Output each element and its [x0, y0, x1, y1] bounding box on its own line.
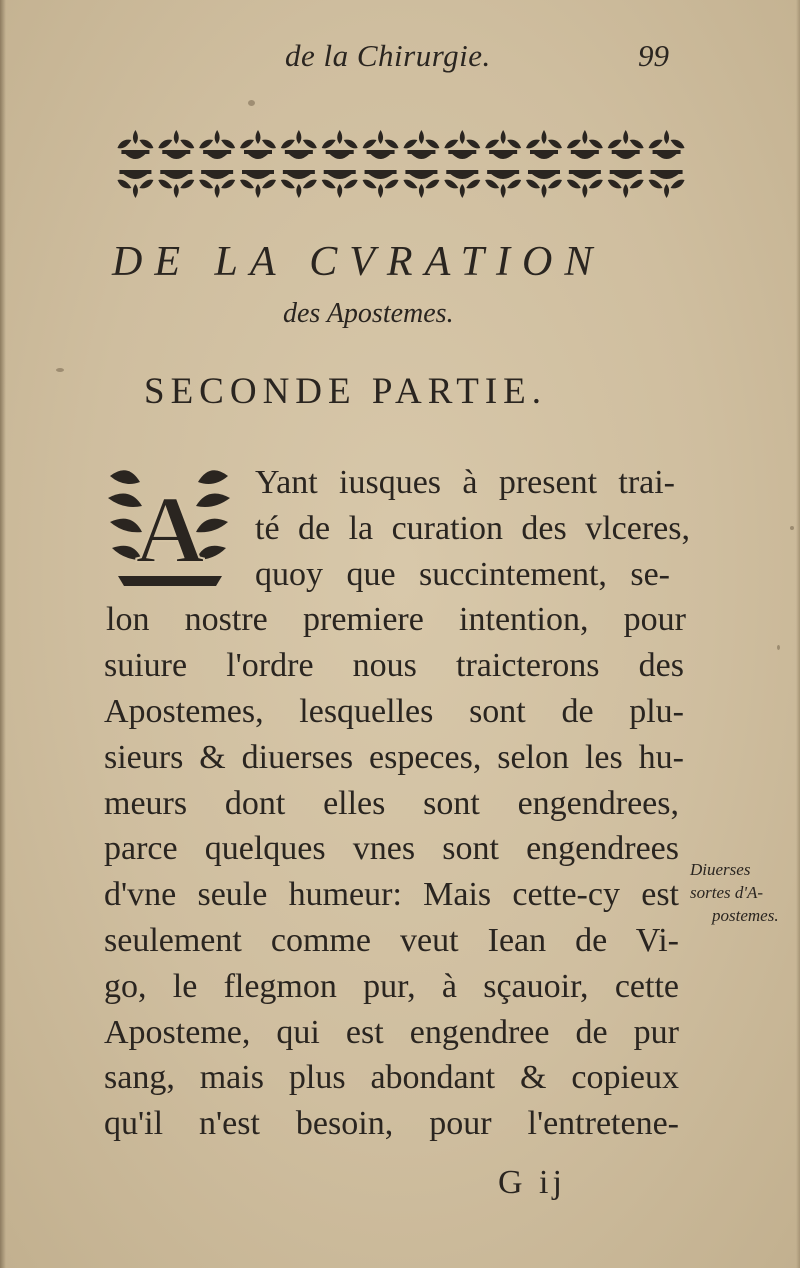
fleuron-icon: [485, 130, 521, 198]
drop-cap-letter: A: [135, 476, 205, 583]
margin-note-line: postemes.: [712, 906, 779, 925]
body-text-line: go, le flegmon pur, à sçauoir, cette: [104, 967, 679, 1005]
fleuron-icon: [526, 130, 562, 198]
body-text-line: sieurs & diuerses especes, selon les hu-: [104, 738, 684, 776]
body-text-line: qu'il n'est besoin, pour l'entretene-: [104, 1105, 679, 1143]
fleuron-icon: [608, 130, 644, 198]
signature-mark: G ij: [498, 1164, 566, 1201]
body-text-line: té de la curation des vlceres,: [255, 509, 690, 547]
fleuron-band-ornament: [115, 126, 687, 202]
margin-note-line: Diuerses: [690, 860, 751, 879]
fleuron-icon: [363, 130, 399, 198]
fleuron-icon: [158, 130, 194, 198]
body-text-line: seulement comme veut Iean de Vi-: [104, 922, 679, 959]
page-edge-left: [0, 0, 6, 1268]
body-text-line: quoy que succintement, se-: [255, 555, 670, 593]
page-number: 99: [638, 38, 669, 73]
body-text-line: Aposteme, qui est engendree de pur: [104, 1013, 679, 1051]
margin-note: [690, 858, 800, 927]
decorated-initial-icon: [100, 458, 240, 590]
body-text-line: meurs dont elles sont engendrees,: [104, 784, 679, 822]
body-text-line: d'vne seule humeur: Mais cette-cy est: [104, 876, 679, 914]
fleuron-icon: [403, 130, 439, 198]
fleuron-icon: [567, 130, 603, 198]
body-text-line: lon nostre premiere intention, pour: [106, 601, 686, 639]
body-text-line: sang, mais plus abondant & copieux: [104, 1059, 679, 1097]
body-text-line: suiure l'ordre nous traicterons des: [104, 647, 684, 685]
running-head: de la Chirurgie.: [285, 38, 491, 73]
body-text-line: Yant iusques à present trai-: [255, 464, 675, 501]
body-text-line: Apostemes, lesquelles sont de plu-: [104, 693, 684, 730]
fleuron-icon: [117, 130, 153, 198]
margin-note-line: sortes d'A-: [690, 883, 764, 902]
fleuron-icon: [199, 130, 235, 198]
fleuron-icon: [240, 130, 276, 198]
fleuron-icon: [444, 130, 480, 198]
body-text-line: parce quelques vnes sont engendrees: [104, 830, 679, 868]
fleuron-icon: [322, 130, 358, 198]
part-heading: SECONDE PARTIE.: [144, 371, 548, 412]
fleuron-icon: [649, 130, 685, 198]
page-edge-right: [796, 0, 800, 1268]
fleuron-icon: [281, 130, 317, 198]
chapter-subtitle: des Apostemes.: [283, 298, 454, 329]
chapter-title: DE LA CVRATION: [112, 239, 605, 285]
